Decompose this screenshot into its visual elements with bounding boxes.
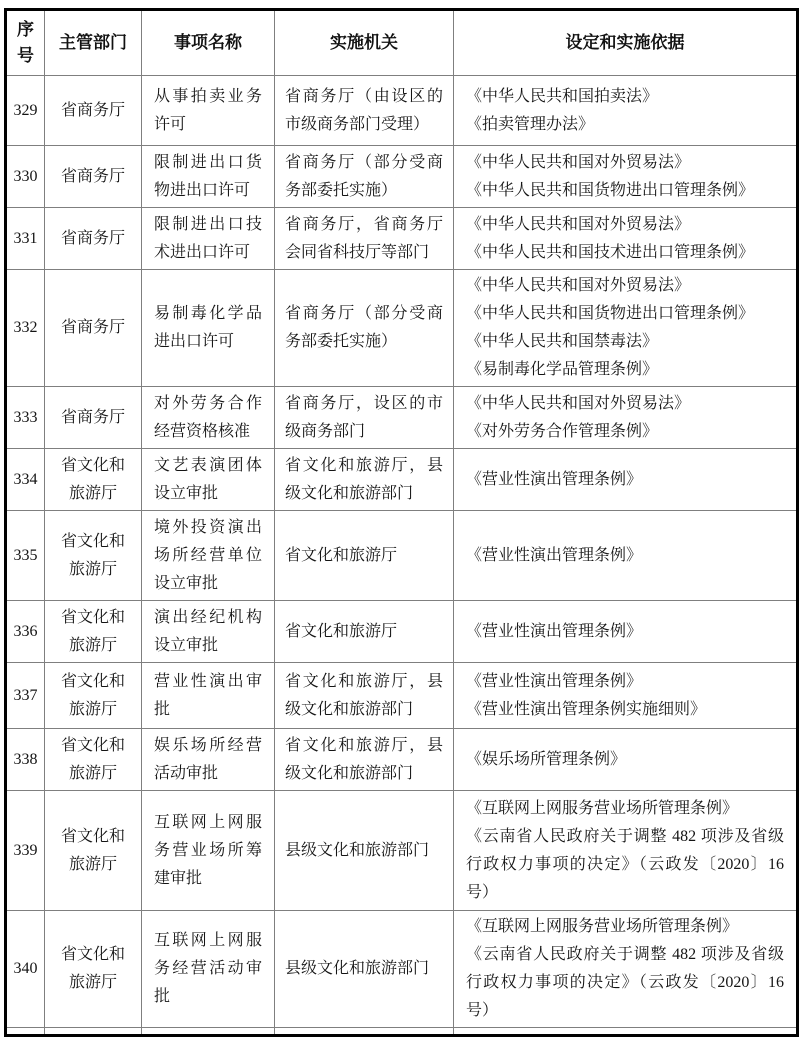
table-row — [6, 601, 798, 663]
basis-item: 《中华人民共和国对外贸易法》 — [466, 277, 691, 294]
row-number-cell: 330 — [6, 146, 45, 208]
column-header-agency: 实施机关 — [275, 10, 454, 76]
basis-item: 《拍卖管理办法》 — [466, 115, 595, 133]
row-number-cell: 337 — [6, 663, 45, 729]
column-header-department: 主管部门 — [45, 10, 142, 76]
agency-cell: 省商务厅，省商务厅会同省科技厅等部门 — [275, 208, 454, 270]
row-number-cell: 332 — [6, 270, 45, 387]
basis-item: 《中华人民共和国技术进出口管理条例》 — [466, 243, 755, 261]
basis-cell — [454, 911, 798, 1028]
basis-item: 《中华人民共和国对外贸易法》 — [466, 215, 691, 233]
department-cell: 省商务厅 — [45, 208, 142, 270]
empty-cell — [142, 1028, 275, 1036]
agency-cell: 省商务厅（部分受商务部委托实施） — [275, 146, 454, 208]
item-name-cell: 对外劳务合作经营资格核准 — [142, 387, 275, 449]
row-number-cell: 335 — [6, 511, 45, 601]
item-name-cell: 文艺表演团体设立审批 — [142, 449, 275, 511]
agency-cell: 县级文化和旅游部门 — [275, 911, 454, 1028]
basis-cell — [454, 663, 798, 729]
item-name-cell: 从事拍卖业务许可 — [142, 76, 275, 146]
basis-item: 《互联网上网服务营业场所管理条例》 — [466, 918, 739, 935]
agency-cell: 县级文化和旅游部门 — [275, 791, 454, 911]
column-header-item-name: 事项名称 — [142, 10, 275, 76]
department-cell: 省商务厅 — [45, 146, 142, 208]
table-row — [6, 791, 798, 911]
item-name-cell: 限制进出口货物进出口许可 — [142, 146, 275, 208]
table-row — [6, 663, 798, 729]
basis-cell — [454, 76, 798, 146]
row-number-cell: 333 — [6, 387, 45, 449]
partial-next-row — [6, 1028, 798, 1036]
basis-cell — [454, 601, 798, 663]
row-number-cell: 340 — [6, 911, 45, 1028]
basis-item: 《云南省人民政府关于调整 482 项涉及省级行政权力事项的决定》（云政发〔2020〕16 号） — [466, 946, 784, 1019]
department-cell: 省文化和旅游厅 — [45, 911, 142, 1028]
basis-item: 《中华人民共和国拍卖法》 — [466, 87, 659, 105]
approval-items-table — [4, 8, 799, 1037]
basis-item: 《娱乐场所管理条例》 — [466, 750, 627, 768]
item-name-cell: 境外投资演出场所经营单位设立审批 — [142, 511, 275, 601]
row-number-cell: 338 — [6, 729, 45, 791]
empty-cell — [454, 1028, 798, 1036]
basis-item: 《中华人民共和国禁毒法》 — [466, 333, 659, 350]
department-cell: 省文化和旅游厅 — [45, 791, 142, 911]
table-row — [6, 911, 798, 1028]
table-row — [6, 511, 798, 601]
table-row — [6, 270, 798, 387]
item-name-cell: 易制毒化学品进出口许可 — [142, 270, 275, 387]
department-cell: 省文化和旅游厅 — [45, 663, 142, 729]
department-cell: 省文化和旅游厅 — [45, 511, 142, 601]
basis-cell — [454, 146, 798, 208]
empty-cell — [6, 1028, 45, 1036]
basis-item: 《对外劳务合作管理条例》 — [466, 422, 659, 440]
item-name-cell: 互联网上网服务营业场所筹建审批 — [142, 791, 275, 911]
basis-item: 《中华人民共和国对外贸易法》 — [466, 394, 691, 412]
basis-cell — [454, 270, 798, 387]
item-name-cell: 互联网上网服务经营活动审批 — [142, 911, 275, 1028]
basis-cell — [454, 208, 798, 270]
row-number-cell: 336 — [6, 601, 45, 663]
item-name-cell: 演出经纪机构设立审批 — [142, 601, 275, 663]
basis-item: 《中华人民共和国货物进出口管理条例》 — [466, 305, 755, 322]
department-cell: 省文化和旅游厅 — [45, 449, 142, 511]
basis-item: 《营业性演出管理条例》 — [466, 546, 643, 564]
table-row — [6, 387, 798, 449]
item-name-cell: 娱乐场所经营活动审批 — [142, 729, 275, 791]
empty-cell — [45, 1028, 142, 1036]
basis-cell — [454, 791, 798, 911]
item-name-cell: 营业性演出审批 — [142, 663, 275, 729]
row-number-cell: 339 — [6, 791, 45, 911]
table-header — [6, 10, 798, 76]
basis-item: 《营业性演出管理条例》 — [466, 672, 643, 690]
basis-cell — [454, 729, 798, 791]
basis-item: 《易制毒化学品管理条例》 — [466, 361, 659, 378]
row-number-cell: 329 — [6, 76, 45, 146]
agency-cell: 省文化和旅游厅，县级文化和旅游部门 — [275, 729, 454, 791]
table-row — [6, 449, 798, 511]
basis-item: 《中华人民共和国对外贸易法》 — [466, 153, 691, 171]
basis-cell — [454, 449, 798, 511]
basis-item: 《营业性演出管理条例》 — [466, 470, 643, 488]
basis-cell — [454, 387, 798, 449]
table-row — [6, 208, 798, 270]
table-footer-sliver — [6, 1028, 798, 1036]
basis-item: 《营业性演出管理条例》 — [466, 622, 643, 640]
row-number-cell: 334 — [6, 449, 45, 511]
basis-item: 《互联网上网服务营业场所管理条例》 — [466, 799, 739, 817]
basis-item: 《云南省人民政府关于调整 482 项涉及省级行政权力事项的决定》（云政发〔2020〕16 号） — [466, 827, 784, 901]
table-row — [6, 76, 798, 146]
column-header-basis: 设定和实施依据 — [454, 10, 798, 76]
row-number-cell: 331 — [6, 208, 45, 270]
agency-cell: 省文化和旅游厅，县级文化和旅游部门 — [275, 663, 454, 729]
header-row — [6, 10, 798, 76]
agency-cell: 省商务厅（部分受商务部委托实施） — [275, 270, 454, 387]
department-cell: 省文化和旅游厅 — [45, 601, 142, 663]
empty-cell — [275, 1028, 454, 1036]
agency-cell: 省商务厅（由设区的市级商务部门受理） — [275, 76, 454, 146]
department-cell: 省文化和旅游厅 — [45, 729, 142, 791]
department-cell: 省商务厅 — [45, 387, 142, 449]
agency-cell: 省商务厅，设区的市级商务部门 — [275, 387, 454, 449]
column-header-serial-number: 序号 — [6, 10, 45, 76]
basis-cell — [454, 511, 798, 601]
agency-cell: 省文化和旅游厅 — [275, 601, 454, 663]
basis-item: 《中华人民共和国货物进出口管理条例》 — [466, 181, 755, 199]
basis-item: 《营业性演出管理条例实施细则》 — [466, 700, 707, 718]
department-cell: 省商务厅 — [45, 270, 142, 387]
table-body — [6, 76, 798, 1028]
agency-cell: 省文化和旅游厅 — [275, 511, 454, 601]
department-cell: 省商务厅 — [45, 76, 142, 146]
table-row — [6, 146, 798, 208]
table-row — [6, 729, 798, 791]
agency-cell: 省文化和旅游厅，县级文化和旅游部门 — [275, 449, 454, 511]
item-name-cell: 限制进出口技术进出口许可 — [142, 208, 275, 270]
